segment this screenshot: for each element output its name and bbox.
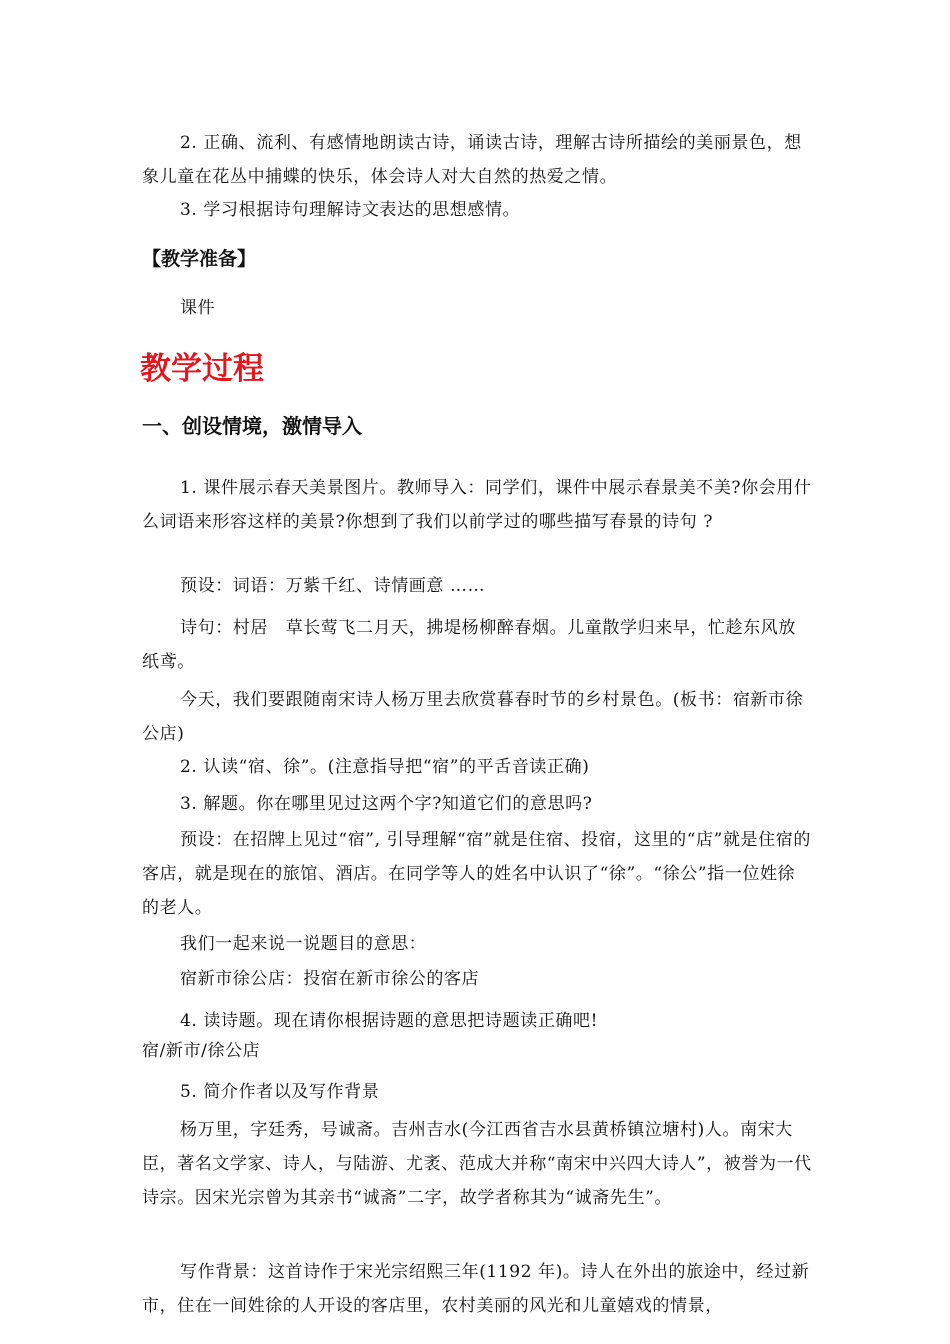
section-heading: 一、创设情境，激情导入 xyxy=(142,414,362,438)
objective-2: 2. 正确、流利、有感情地朗读古诗，诵读古诗，理解古诗所描绘的美丽景色，想象儿童在花丛中捕蝶的快乐，体会诗人对大自然的热爱之情。 xyxy=(142,133,802,187)
paragraph-12: 5. 简介作者以及写作背景 xyxy=(180,1082,380,1102)
paragraph-13: 杨万里，字廷秀，号诚斋。吉州吉水(今江西省吉水县黄桥镇泣塘村)人。南宋大臣，著名文学家、诗人，与陆游、尤袤、范成大并称“南宋中兴四大诗人”，被誉为一代诗宗。因宋光宗曾为其亲书“诚斋”二字，故学者称其为“诚斋先生”。 xyxy=(142,1120,812,1208)
paragraph-8: 我们一起来说一说题目的意思： xyxy=(180,934,427,954)
paragraph-6: 3. 解题。你在哪里见过这两个字?知道它们的意思吗? xyxy=(180,794,593,814)
paragraph-4: 今天，我们要跟随南宋诗人杨万里去欣赏暮春时节的乡村景色。(板书：宿新市徐公店) xyxy=(142,690,804,744)
preparation-heading: 【教学准备】 xyxy=(142,248,257,270)
paragraph-1: 1. 课件展示春天美景图片。教师导入：同学们，课件中展示春景美不美?你会用什么词语来形容这样的美景?你想到了我们以前学过的哪些描写春景的诗句 ? xyxy=(142,478,812,532)
process-title: 教学过程 xyxy=(140,351,264,387)
paragraph-5: 2. 认读“宿、徐”。(注意指导把“宿”的平舌音读正确) xyxy=(180,757,590,777)
paragraph-7: 预设：在招牌上见过“宿”, 引导理解“宿”就是住宿、投宿，这里的“店”就是住宿的客店，就是现在的旅馆、酒店。在同学等人的姓名中认识了“徐”。“徐公”指一位姓徐的老人。 xyxy=(142,830,811,918)
paragraph-14: 写作背景：这首诗作于宋光宗绍熙三年(1192 年)。诗人在外出的旅途中，经过新市，住在一间姓徐的人开设的客店里，农村美丽的风光和儿童嬉戏的情景， xyxy=(142,1262,810,1316)
paragraph-3: 诗句：村居 草长莺飞二月天，拂堤杨柳醉春烟。儿童散学归来早，忙趁东风放纸鸢。 xyxy=(142,618,796,672)
paragraph-9: 宿新市徐公店：投宿在新市徐公的客店 xyxy=(180,969,480,989)
paragraph-11: 宿/新市/徐公店 xyxy=(142,1041,261,1061)
objective-3: 3. 学习根据诗句理解诗文表达的思想感情。 xyxy=(180,200,521,220)
paragraph-10: 4. 读诗题。现在请你根据诗题的意思把诗题读正确吧! xyxy=(180,1011,599,1031)
paragraph-2: 预设：词语：万紫千红、诗情画意 …… xyxy=(180,576,486,596)
preparation-content: 课件 xyxy=(180,298,216,318)
